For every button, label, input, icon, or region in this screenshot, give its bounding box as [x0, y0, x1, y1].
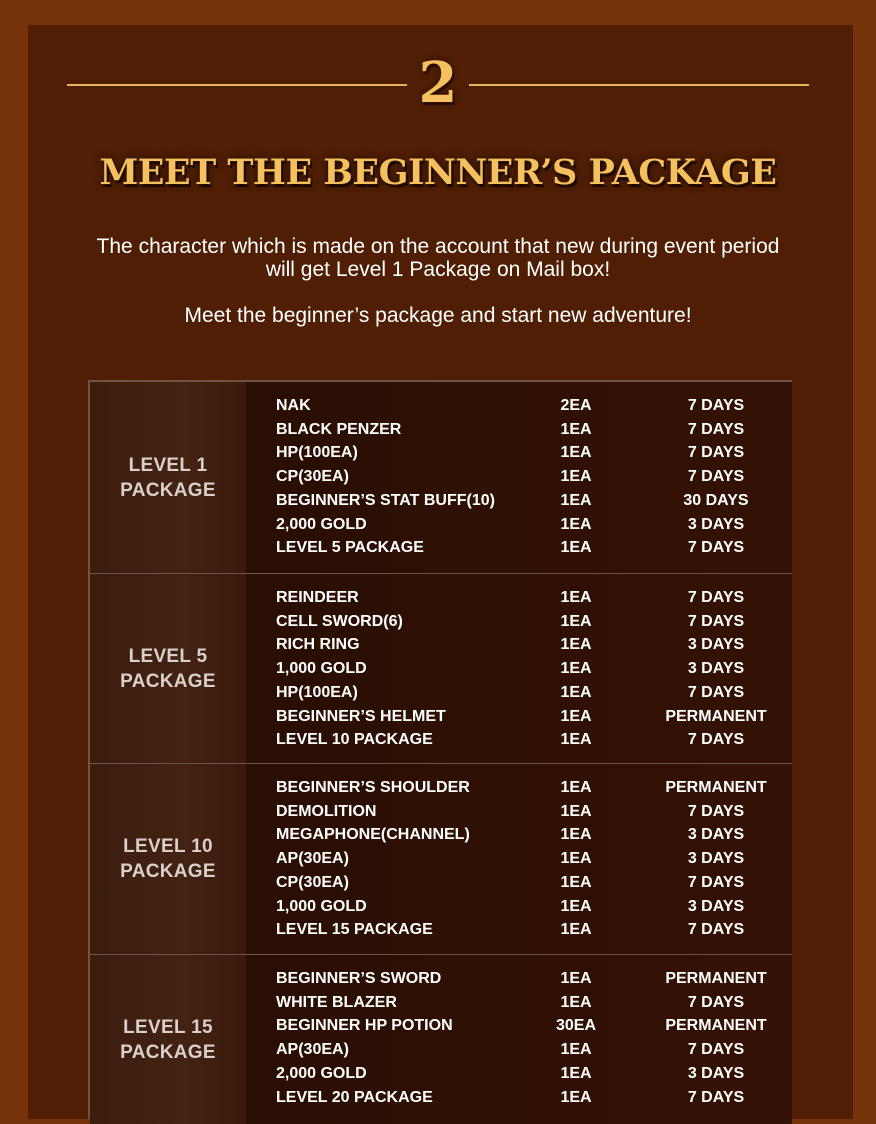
- item-duration: 7 DAYS: [687, 683, 745, 701]
- item-quantity: 1EA: [560, 1064, 592, 1082]
- package-label-line: PACKAGE: [120, 670, 216, 692]
- item-quantity: 1EA: [560, 444, 592, 462]
- description-line: will get Level 1 Package on Mail box!: [265, 258, 611, 281]
- package-item-row: [246, 776, 792, 800]
- item-name: LEVEL 15 PACKAGE: [276, 921, 433, 939]
- item-quantity: 1EA: [560, 1088, 592, 1106]
- package-label-line: LEVEL 15: [123, 1016, 213, 1038]
- package-label-line: LEVEL 10: [123, 836, 213, 857]
- item-duration: 30 DAYS: [683, 491, 749, 509]
- item-name: REINDEER: [276, 589, 359, 606]
- item-quantity: 1EA: [560, 612, 592, 630]
- package-item-row: [246, 1014, 792, 1038]
- item-duration: 7 DAYS: [687, 468, 745, 486]
- package-label: [90, 955, 246, 1124]
- item-quantity: 1EA: [560, 1041, 592, 1059]
- item-duration: 7 DAYS: [687, 612, 745, 630]
- item-name: WHITE BLAZER: [276, 993, 397, 1011]
- package-label-text: [108, 453, 228, 503]
- package-item-row: [246, 967, 792, 991]
- item-duration: 3 DAYS: [687, 515, 745, 533]
- package-label: [90, 764, 246, 954]
- item-quantity: 1EA: [560, 707, 592, 725]
- item-name: BEGINNER’S STAT BUFF(10): [276, 491, 495, 509]
- item-name: CP(30EA): [276, 873, 349, 891]
- package-label-text: [108, 644, 228, 694]
- item-quantity: 1EA: [560, 802, 592, 820]
- item-name: BEGINNER’S HELMET: [276, 707, 446, 725]
- item-quantity: 1EA: [560, 873, 592, 891]
- item-quantity: 2EA: [560, 397, 592, 414]
- item-name: LEVEL 10 PACKAGE: [276, 731, 433, 749]
- package-item-row: [246, 1062, 792, 1086]
- package-item-row: [246, 657, 792, 681]
- item-quantity: 1EA: [560, 515, 592, 533]
- package-item-row: [246, 918, 792, 942]
- package-item-row: [246, 394, 792, 418]
- package-item-list: [246, 955, 792, 1124]
- item-duration: 7 DAYS: [687, 420, 745, 438]
- package-table: [88, 380, 792, 1119]
- page-title: MEET THE BEGINNER’S PACKAGE: [99, 152, 777, 193]
- item-name: CELL SWORD(6): [276, 612, 403, 630]
- package-label: [90, 382, 246, 573]
- item-name: NAK: [276, 397, 311, 414]
- package-item-row: [246, 441, 792, 465]
- item-name: HP(100EA): [276, 444, 358, 462]
- package-item-row: [246, 513, 792, 537]
- package-item-row: [246, 1086, 792, 1110]
- package-item-list: [246, 382, 792, 573]
- description-block: [0, 235, 876, 281]
- item-duration: 7 DAYS: [687, 1088, 745, 1106]
- item-quantity: 1EA: [560, 589, 592, 606]
- description-callout: Meet the beginner’s package and start new adventure!: [184, 304, 692, 327]
- package-item-row: [246, 465, 792, 489]
- item-duration: 3 DAYS: [687, 660, 745, 678]
- package-item-row: [246, 681, 792, 705]
- item-quantity: 1EA: [560, 897, 592, 915]
- item-duration: 3 DAYS: [687, 897, 745, 915]
- item-duration: 3 DAYS: [687, 636, 745, 654]
- package-item-row: [246, 586, 792, 610]
- item-duration: PERMANENT: [665, 1017, 767, 1035]
- item-quantity: 1EA: [560, 539, 592, 557]
- item-name: BLACK PENZER: [276, 420, 402, 438]
- package-item-list: [246, 764, 792, 954]
- item-quantity: 30EA: [555, 1017, 597, 1035]
- item-name: BEGINNER’S SWORD: [276, 970, 442, 987]
- package-item-row: [246, 800, 792, 824]
- item-quantity: 1EA: [560, 970, 592, 987]
- item-name: RICH RING: [276, 636, 360, 654]
- item-quantity: 1EA: [560, 636, 592, 654]
- item-quantity: 1EA: [560, 779, 592, 796]
- item-duration: 7 DAYS: [687, 921, 745, 939]
- item-quantity: 1EA: [560, 491, 592, 509]
- package-item-row: [246, 871, 792, 895]
- package-item-row: [246, 633, 792, 657]
- package-block: [90, 573, 792, 763]
- package-item-row: [246, 1038, 792, 1062]
- package-item-row: [246, 610, 792, 634]
- item-duration: 7 DAYS: [687, 873, 745, 891]
- package-label-line: LEVEL 5: [128, 645, 208, 667]
- item-duration: 7 DAYS: [687, 539, 745, 557]
- item-quantity: 1EA: [560, 683, 592, 701]
- description-line: The character which is made on the account that new during event period: [96, 235, 780, 258]
- package-item-row: [246, 705, 792, 729]
- item-duration: 7 DAYS: [687, 993, 745, 1011]
- item-name: BEGINNER HP POTION: [276, 1017, 453, 1035]
- item-name: BEGINNER’S SHOULDER: [276, 779, 470, 796]
- package-label-line: PACKAGE: [120, 861, 216, 882]
- heading-rule-right: [469, 84, 809, 86]
- item-name: 1,000 GOLD: [276, 897, 367, 915]
- item-duration: 7 DAYS: [687, 802, 745, 820]
- package-label-line: PACKAGE: [120, 1041, 216, 1063]
- heading-rule-left: [67, 84, 407, 86]
- item-name: DEMOLITION: [276, 802, 377, 820]
- item-name: CP(30EA): [276, 468, 349, 486]
- item-name: 1,000 GOLD: [276, 660, 367, 678]
- package-item-row: [246, 728, 792, 752]
- item-duration: 3 DAYS: [687, 1064, 745, 1082]
- item-name: AP(30EA): [276, 1041, 349, 1059]
- item-quantity: 1EA: [560, 731, 592, 749]
- item-duration: 3 DAYS: [687, 826, 745, 844]
- package-label-line: PACKAGE: [120, 479, 216, 501]
- package-block: [90, 382, 792, 573]
- item-duration: PERMANENT: [665, 779, 767, 796]
- package-label: [90, 574, 246, 763]
- item-duration: 3 DAYS: [687, 850, 745, 868]
- item-quantity: 1EA: [560, 660, 592, 678]
- item-duration: PERMANENT: [665, 707, 767, 725]
- item-name: AP(30EA): [276, 850, 349, 868]
- item-name: MEGAPHONE(CHANNEL): [276, 826, 470, 844]
- package-label-line: LEVEL 1: [128, 454, 208, 476]
- package-item-row: [246, 823, 792, 847]
- item-quantity: 1EA: [560, 993, 592, 1011]
- package-item-row: [246, 536, 792, 560]
- item-name: LEVEL 5 PACKAGE: [276, 539, 424, 557]
- item-quantity: 1EA: [560, 468, 592, 486]
- package-label-text: [108, 834, 228, 884]
- package-block: [90, 954, 792, 1124]
- item-duration: 7 DAYS: [687, 397, 745, 414]
- item-quantity: 1EA: [560, 826, 592, 844]
- package-label-text: [108, 1015, 228, 1065]
- package-item-row: [246, 489, 792, 513]
- package-block: [90, 763, 792, 954]
- item-duration: 7 DAYS: [687, 589, 745, 606]
- item-duration: PERMANENT: [665, 970, 767, 987]
- package-item-row: [246, 895, 792, 919]
- step-number: 2: [418, 50, 458, 116]
- item-quantity: 1EA: [560, 850, 592, 868]
- item-quantity: 1EA: [560, 420, 592, 438]
- item-duration: 7 DAYS: [687, 731, 745, 749]
- item-duration: 7 DAYS: [687, 1041, 745, 1059]
- package-item-row: [246, 847, 792, 871]
- item-name: 2,000 GOLD: [276, 515, 367, 533]
- package-item-row: [246, 991, 792, 1015]
- item-quantity: 1EA: [560, 921, 592, 939]
- item-name: 2,000 GOLD: [276, 1064, 367, 1082]
- package-item-list: [246, 574, 792, 763]
- item-name: LEVEL 20 PACKAGE: [276, 1088, 433, 1106]
- item-name: HP(100EA): [276, 683, 358, 701]
- item-duration: 7 DAYS: [687, 444, 745, 462]
- package-item-row: [246, 418, 792, 442]
